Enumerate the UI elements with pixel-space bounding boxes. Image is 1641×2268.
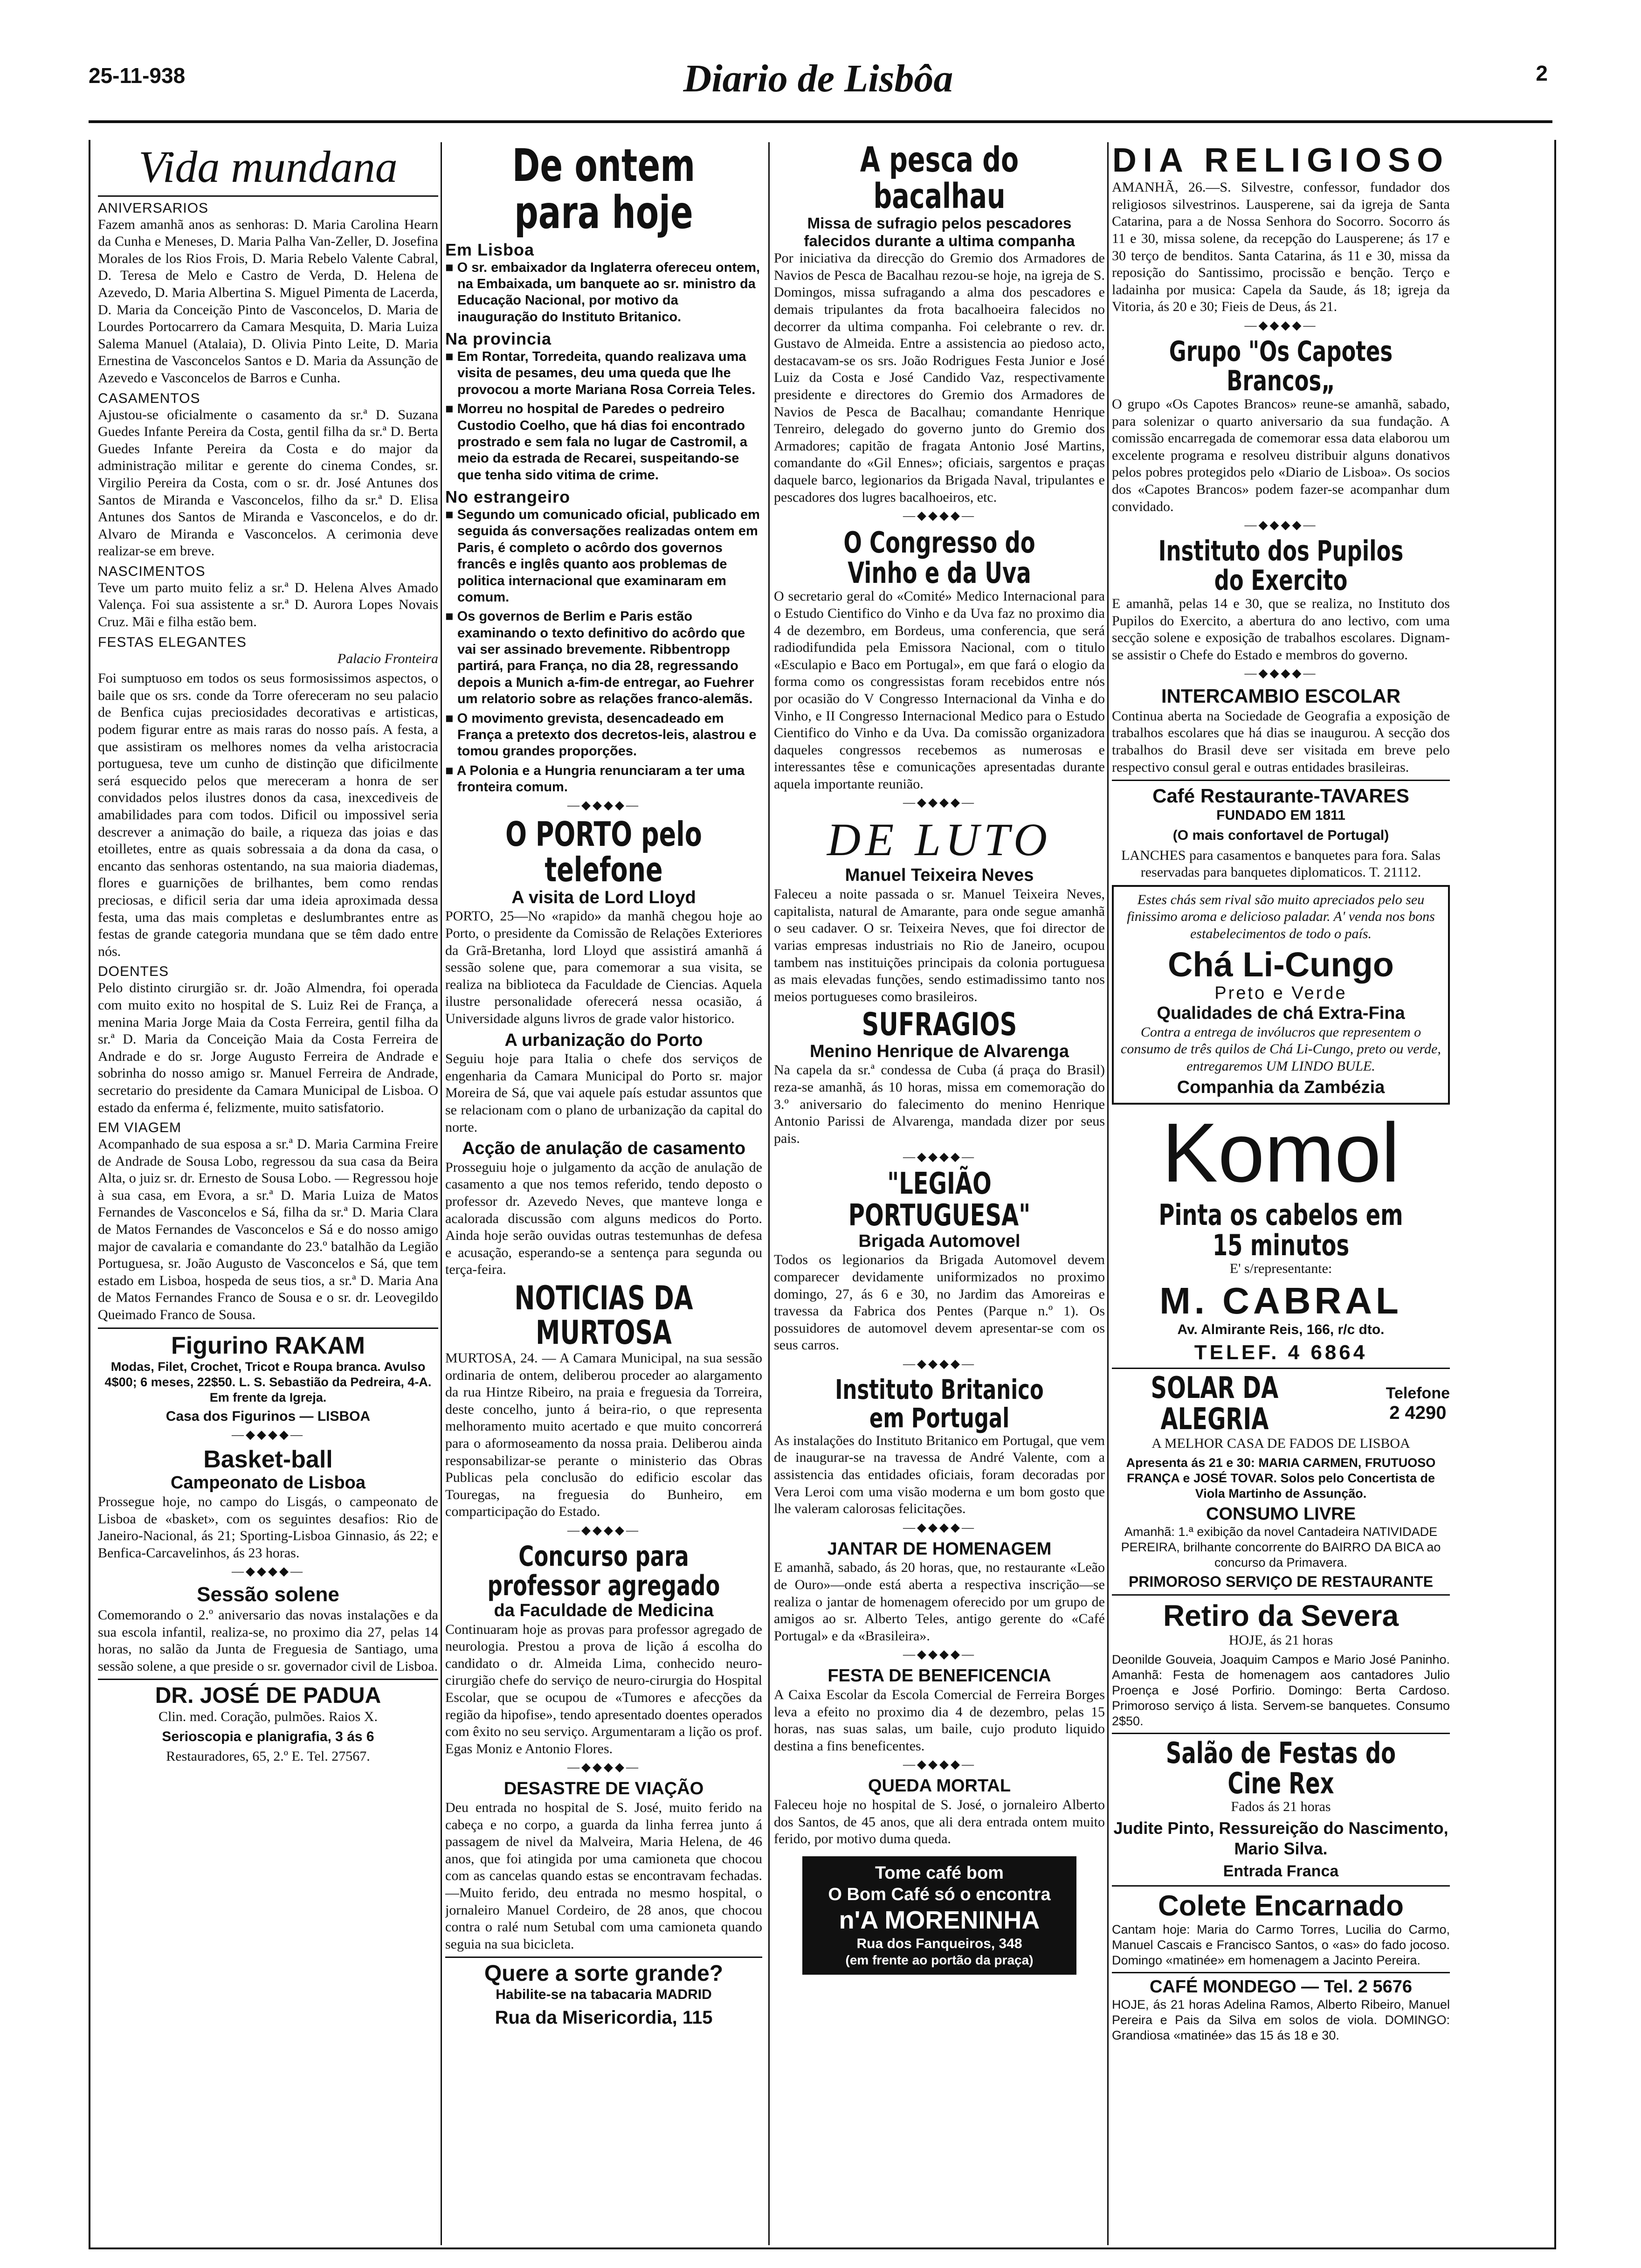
provincia-label: Na provincia (445, 329, 552, 349)
porto-subheading: A urbanização do Porto (504, 1030, 703, 1050)
basket-heading: Basket-ball (203, 1446, 333, 1473)
column-4 (1112, 142, 1450, 2240)
nascimentos-label: NASCIMENTOS (98, 563, 206, 579)
porto-heading: O PORTO pelo telefone (505, 815, 702, 890)
aniversarios-label: ANIVERSARIOS (98, 200, 209, 216)
komol-representative: M. CABRAL (1159, 1279, 1402, 1321)
solar-heading: SOLAR DA ALEGRIA (1151, 1370, 1279, 1437)
divider (98, 195, 438, 197)
viagem-text: Acompanhado de sua esposa a sr.ª D. Maria Carmina Freire de Andrade de Sousa Lobo, regressou da sua casa da Beira Alta, o juiz sr. dr. Ernesto de Sousa Lobo. — Regressou hoje à sua casa, em Evora, a sr.ª D. Maria Luiza de Matos Fernandes de Vasconcelos e Sá, filha da sr.ª D. Maria Clara de Matos Fernandes de Vasconcelos e Sá e do nosso amigo major de cavalaria e comandante do 23.º batalhão da Legião Portuguesa, sr. João Augusto de Vasconcelos e Sá, que tem estado em Lisboa, hospeda de seus tios, a sr.ª D. Maria Ana de Matos Fernandes Franco de Sousa e o sr. dr. Leovegildo Queimado Franco de Sousa. (98, 1136, 438, 1323)
ornament: —◆◆◆◆— (903, 509, 976, 523)
legiao-heading: "LEGIÃO PORTUGUESA" (848, 1167, 1031, 1233)
cha-quality: Qualidades de chá Extra-Fina (1157, 1003, 1405, 1023)
komol-logo: Komol (1162, 1106, 1400, 1200)
solar-text-2: Amanhã: 1.ª exibição da novel Cantadeira NATIVIDADE PEREIRA, brilhante concorrente do BAIRRO DA BICA ao concurso da Primavera. (1121, 1525, 1441, 1570)
rex-heading: Salão de Festas do Cine Rex (1165, 1736, 1396, 1800)
mondego-heading: CAFÉ MONDEGO — Tel. 2 5676 (1149, 1977, 1413, 1997)
divider (1112, 1594, 1450, 1596)
porto-text-3: Prosseguiu hoje o julgamento da acção de anulação de casamento a que nos temos referido, tendo deposto o professor dr. Azevedo Neves, que manteve longa e acalorada discussão com alguns medicos do Porto. Ainda hoje serão ouvidas outras testemunhas de defesa e acusação, esperando-se a sentença para segunda ou terça-feira. (445, 1159, 762, 1278)
solar-phone-block (1386, 1384, 1450, 1424)
murtosa-heading: NOTICIAS DA MURTOSA (514, 1279, 693, 1352)
lisboa-item: ■ O sr. embaixador da Inglaterra ofereceu ontem, na Embaixada, um banquete ao sr. ministro da Educação Nacional, por motivo da inauguração do Instituto Britanico. (445, 260, 762, 326)
pupilos-heading: Instituto dos Pupilos do Exercito (1158, 535, 1404, 597)
solar-text: Apresenta ás 21 e 30: MARIA CARMEN, FRUTUOSO FRANÇA e JOSÉ TOVAR. Solos pelo Concertista de Viola Martinho de Assunção. (1126, 1455, 1436, 1500)
divider (1112, 780, 1450, 781)
jantar-text: E amanhã, sabado, ás 20 horas, que, no restaurante «Leão de Ouro»—onde está aberta a respectiva inscrição—se realiza o jantar de homenagem oferecido por um grupo de amigos ao sr. Alberto Teles, antigo gerente do «Café Portugal» e da «Brasileira». (774, 1560, 1105, 1644)
moreninha-line-2: O Bom Café só o encontra (828, 1884, 1051, 1904)
ornament: —◆◆◆◆— (903, 1150, 976, 1164)
intercambio-heading: INTERCAMBIO ESCOLAR (1161, 685, 1401, 707)
legiao-text: Todos os legionarios da Brigada Automovel devem comparecer devidamente uniformizados no proximo domingo, 27, ás 6 e 30, no Jardim das Amoreiras e travessa da Fabrica dos Pentes (Parque n.º 1). Os possuidores de automovel devem apresentar-se com os seus carros. (774, 1252, 1105, 1353)
moreninha-line-5: (em frente ao portão da praça) (845, 1952, 1034, 1967)
porto-subheading: Acção de anulação de casamento (462, 1139, 746, 1159)
column-1 (98, 142, 438, 2240)
concurso-subheading: da Faculdade de Medicina (494, 1600, 714, 1620)
komol-address: Av. Almirante Reis, 166, r/c dto. (1177, 1321, 1385, 1337)
komol-phone: TELEF. 4 6864 (1194, 1341, 1368, 1364)
intercambio-text: Continua aberta na Sociedade de Geografia a exposição de trabalhos escolares que há dias se inaugurou. A secção dos trabalhos do Brasil deve ser visitada em breve pelo respectivo consul geral e outras entidades brasileiras. (1112, 708, 1450, 775)
ornament: —◆◆◆◆— (567, 1523, 640, 1537)
sufragios-text: Na capela da sr.ª condessa de Cuba (á praça do Brasil) reza-se amanhã, ás 10 horas, missa em comemoração do 3.º aniversario do falecimento do menino Henrique Antonio Parissi de Alvarenga, mandada dizer por seus pais. (774, 1062, 1105, 1146)
instituto-text: As instalações do Instituto Britanico em Portugal, que vem de inaugurar-se na travessa de André Valente, com a assistencia das entidades oficiais, foram decoradas por Vera Leroi com uma visão moderna e um bom gosto que lhe valeram calorosas felicitações. (774, 1432, 1105, 1517)
luto-heading: DE LUTO (827, 814, 1052, 866)
vida-mundana-heading: Vida mundana (138, 142, 398, 192)
retiro-subheading: HOJE, ás 21 horas (1228, 1632, 1333, 1648)
column-divider (1107, 142, 1109, 2245)
moreninha-ad (802, 1856, 1076, 1975)
retiro-heading: Retiro da Severa (1163, 1598, 1399, 1632)
estrangeiro-item: ■ O movimento grevista, desencadeado em França a pretexto dos decretos-leis, alastrou e tomou grandes proporções. (445, 711, 762, 760)
festa-heading: FESTA DE BENEFICENCIA (827, 1666, 1051, 1686)
dia-religioso-heading: DIA RELIGIOSO (1112, 142, 1450, 179)
porto-text-1: PORTO, 25—No «rapido» da manhã chegou hoje ao Porto, o presidente da Comissão de Relações Exteriores da Grã-Bretanha, lord Lloyd que assistirá amanhã á sessão solene que, para comemorar a sua visita, se realiza na biblioteca da Faculdade de Ciencias. Aquela ilustre personalidade oferecerá nessa ocasião, á Universidade alguns livros de grade valor historico. (445, 908, 762, 1026)
desastre-text: Deu entrada no hospital de S. José, muito ferido na cabeça e no corpo, a guarda da linha ferrea junto á passagem de nivel da Malveira, Maria Helena, de 46 anos, que foi atingida por uma camioneta que chocou com as cancelas quando estas se encontravam fechadas. —Muito ferido, deu entrada no mesmo hospital, o jornaleiro Manuel Cordeiro, de 28 anos, que chocou contra o ralé num Setubal com uma camioneta quando seguia na sua bicicleta. (445, 1800, 762, 1952)
column-2 (445, 142, 762, 2240)
tavares-founded: FUNDADO EM 1811 (1216, 808, 1345, 823)
ornament: —◆◆◆◆— (1244, 318, 1317, 332)
moreninha-line-1: Tome café bom (875, 1863, 1004, 1883)
quere-line-1: Habilite-se na tabacaria MADRID (496, 1987, 712, 2003)
komol-representative-label: E' s/representante: (1229, 1261, 1332, 1277)
solar-phone-label: Telefone (1386, 1384, 1450, 1403)
ornament: —◆◆◆◆— (903, 1356, 976, 1370)
estrangeiro-item: ■ A Polonia e a Hungria renunciaram a ter uma fronteira comum. (445, 763, 762, 796)
padua-line-2: Serioscopia e planigrafia, 3 ás 6 (162, 1729, 374, 1744)
jantar-heading: JANTAR DE HOMENAGEM (827, 1539, 1052, 1559)
provincia-item: ■ Morreu no hospital de Paredes o pedreiro Custodio Coelho, que há dias foi encontrado prostrado e sem fala no lugar de Castromil, a meio da estrada de Recarei, suspeitando-se que tenha sido vitima de crime. (445, 401, 762, 484)
basket-subheading: Campeonato de Lisboa (170, 1473, 366, 1493)
ornament: —◆◆◆◆— (903, 1520, 976, 1534)
luto-text: Faleceu a noite passada o sr. Manuel Teixeira Neves, capitalista, natural de Amarante, para onde segue amanhã o seu cadaver. O sr. Teixeira Neves, que foi director de varias empresas industriais no Rio de Janeiro, ocupou tambem nas instituições principais da colonia portuguesa as mais elevadas funções, sendo estimadissimo tanto nos meios portugueses como brasileiros. (774, 886, 1105, 1004)
estrangeiro-item: ■ Os governos de Berlim e Paris estão examinando o texto definitivo do acôrdo que vai ser assinado brevemente. Ribbentropp partirá, para França, no dia 28, regressando depois a Munich a-fim-de entregar, ao Fuehrer um relatorio sobre as relações franco-alemãs. (445, 608, 762, 707)
dia-religioso-text: AMANHÃ, 26.—S. Silvestre, confessor, fundador dos religiosos silvestrinos. Lausperene, sai da igreja de Santa Catarina, para a de Nossa Senhora do Socorro. Socorro ás 11 e 30, missa solene, da recepção do Lausperene; ás 17 e 30 terço de benditos. Santa Catarina, ás 11 e 30, missa da reposição do Santissimo, procissão e benção. Terço e ladainha por musica: Capela da Saude, ás 18; igreja da Vitoria, ás 20 e 30; Fieis de Deus, ás 21. (1112, 180, 1450, 315)
rex-entry: Entrada Franca (1223, 1862, 1339, 1881)
sessao-text: Comemorando o 2.º aniversario das novas instalações e da sua escola infantil, realiza-se, no proximo dia 27, pelas 14 horas, no salão da Junta de Freguesia de Santiago, uma sessão solene, a que preside o sr. governador civil de Lisboa. (98, 1607, 438, 1674)
casamentos-label: CASAMENTOS (98, 390, 200, 406)
pesca-text: Por iniciativa da direcção do Gremio dos Armadores de Navios de Pesca de Bacalhau rezou-se hoje, na igreja de S. Domingos, missa sufragando a alma dos pescadores e demais tripulantes da frota bacalhoeira falecidos no decorrer da ultima companha. Foi celebrante o rev. dr. Gustavo de Almeida. Entre a assistencia ao piedoso acto, destacavam-se os srs. João Rodrigues Festa Junior e José Luiz da Costa e José Candido Vaz, respectivamente presidente e directores do Gremio dos Armadores de Navios de Pesca de Bacalhau; comandante Henrique Tenreiro, delegado do governo junto do Gremio dos Armadores; capitão de fragata Antonio José Martins, comandante do «Gil Ennes»; oficiais, sargentos e praças daquele barco, legionarios da Brigada Naval, tripulantes e pescadores dos lugres bacalhoeiros, etc. (774, 250, 1105, 505)
divider (1112, 1972, 1450, 1973)
porto-subheading: A visita de Lord Lloyd (511, 887, 696, 907)
porto-text-2: Seguiu hoje para Italia o chefe dos serviços de engenharia da Camara Municipal do Porto sr. major Moreira de Sá, que vai aquele país estudar assuntos que se relacionam com o plano de urbanização da capital do norte. (445, 1051, 762, 1135)
capotes-heading: Grupo "Os Capotes Brancos„ (1169, 335, 1393, 397)
instituto-heading: Instituto Britanico em Portugal (835, 1373, 1044, 1434)
sufragios-subheading: Menino Henrique de Alvarenga (809, 1041, 1069, 1061)
tavares-tagline: (O mais confortavel de Portugal) (1172, 828, 1389, 844)
solar-subheading: A MELHOR CASA DE FADOS DE LISBOA (1151, 1436, 1410, 1452)
cha-licungo-ad (1112, 885, 1450, 1105)
congresso-heading: O Congresso do Vinho e da Uva (843, 526, 1035, 590)
cha-subheading: Preto e Verde (1214, 983, 1347, 1003)
tavares-heading: Café Restaurante-TAVARES (1152, 785, 1409, 807)
aniversarios-text: Fazem amanhã anos as senhoras: D. Maria Carolina Hearn da Cunha e Meneses, D. Maria Palha Van-Zeller, D. Josefina Morales de los Rios Frois, D. Maria Rebelo Valente Cabral, D. Teresa de Melo e Castro de Verda, D. Helena de Azevedo, D. Maria Albertina S. Miguel Pimenta de Lacerda, D. Maria da Conceição Pinto de Vasconcelos, D. Maria de Lourdes Portocarrero da Camara Mesquita, D. Maria Luiza Salema Manuel (Atalaia), D. Olivia Pinto Leite, D. Maria Ernestina de Vasconcelos Santos e D. Maria da Assunção de Azevedo e Vasconcelos de Barros e Cunha. (98, 216, 438, 386)
estrangeiro-item: ■ Segundo um comunicado oficial, publicado em seguida ás conversações realizadas ontem em Paris, é completo o acôrdo dos governos francês e inglês quanto aos problemas de politica internacional que examinaram em comum. (445, 507, 762, 606)
moreninha-line-4: Rua dos Fanqueiros, 348 (856, 1936, 1022, 1951)
divider (98, 1328, 438, 1329)
pesca-heading: A pesca do bacalhau (860, 142, 1019, 216)
quere-heading: Quere a sorte grande? (484, 1961, 724, 1986)
solar-service: PRIMOROSO SERVIÇO DE RESTAURANTE (1128, 1573, 1434, 1590)
queda-text: Faleceu hoje no hospital de S. José, o jornaleiro Alberto dos Santos, de 45 anos, que ali dera entrada ontem muito ferido, por motivo duma queda. (774, 1797, 1105, 1847)
viagem-label: EM VIAGEM (98, 1120, 182, 1136)
newspaper-title: Diario de Lisbôa (683, 57, 953, 100)
casamentos-text: Ajustou-se oficialmente o casamento da sr.ª D. Suzana Guedes Infante Pereira da Costa, gentil filha da sr.ª D. Berta Guedes Infante Pereira da Costa e do major da administração militar e gerente do cinema Condes, sr. Virgilio Pereira da Costa, com o sr. dr. José Antunes dos Santos de Miranda e Vasconcelos, filho da sr.ª D. Elisa Antunes dos Santos de Miranda e Vasconcelos, e do dr. Alvaro de Miranda e Vasconcelos. A cerimonia deve realizar-se em breve. (98, 407, 438, 559)
provincia-item: ■ Em Rontar, Torredeita, quando realizava uma visita de pesames, deu uma queda que lhe provocou a morte Mariana Rosa Correia Teles. (445, 349, 762, 398)
rex-names: Judite Pinto, Ressureição do Nascimento, Mario Silva. (1113, 1819, 1448, 1859)
solar-header (1112, 1370, 1450, 1437)
quere-line-2: Rua da Misericordia, 115 (495, 2007, 713, 2028)
solar-consumo: CONSUMO LIVRE (1206, 1504, 1356, 1524)
divider (98, 1679, 438, 1680)
doentes-label: DOENTES (98, 964, 169, 980)
ornament: —◆◆◆◆— (232, 1564, 304, 1578)
figurino-heading: Figurino RAKAM (171, 1332, 365, 1359)
basket-text: Prossegue hoje, no campo do Lisgás, o campeonato de Lisboa de «basket», com os seguintes desafios: Rio de Janeiro-Nacional, ás 21; Sporting-Lisboa Ginnasio, ás 22; e Benfica-Carcavelinhos, ás 23 horas. (98, 1494, 438, 1561)
ornament: —◆◆◆◆— (1244, 666, 1317, 680)
column-divider (441, 142, 442, 2245)
komol-tagline: Pinta os cabelos em 15 minutos (1158, 1198, 1403, 1263)
colete-text: Cantam hoje: Maria do Carmo Torres, Lucilia do Carmo, Manuel Cascais e Francisco Santos, o «as» do fado jocoso. Domingo «matinée» em homenagem a Jacinto Pereira. (1112, 1922, 1450, 1967)
ornament: —◆◆◆◆— (903, 795, 976, 809)
ornament: —◆◆◆◆— (567, 1760, 640, 1774)
cha-heading: Chá Li-Cungo (1167, 945, 1394, 984)
festas-label: FESTAS ELEGANTES (98, 634, 247, 650)
divider (1112, 1885, 1450, 1887)
rex-subheading: Fados ás 21 horas (1231, 1798, 1331, 1814)
estrangeiro-label: No estrangeiro (445, 487, 571, 507)
doentes-text: Pelo distinto cirurgião sr. dr. João Almendra, foi operada com muito exito no hospital de S. Luiz Rei de França, a menina Maria Jorge Maia da Costa Ferreira, gentil filha da sr.ª D. Maria da Conceição Maia da Costa Ferreira de Andrade e do sr. Jorge Augusto Ferreira de Andrade e sobrinha do nosso amigo sr. Manuel Ferreira de Andrade, secretario do presidente da Camara Municipal de Lisboa. O estado da enferma é, felizmente, muito satisfatorio. (98, 980, 438, 1115)
ontem-hoje-heading: De ontem para hoje (512, 142, 696, 239)
nascimentos-text: Teve um parto muito feliz a sr.ª D. Helena Alves Amado Valença. Foi sua assistente a sr.ª D. Aurora Lopes Novais Cruz. Mãi e filha estão bem. (98, 580, 438, 630)
legiao-subheading: Brigada Automovel (858, 1231, 1020, 1251)
festas-subtitle: Palacio Fronteira (337, 650, 438, 666)
ornament: —◆◆◆◆— (903, 1757, 976, 1771)
mondego-text: HOJE, ás 21 horas Adelina Ramos, Alberto Ribeiro, Manuel Pereira e Pais da Silva em solos de viola. DOMINGO: Grandiosa «matinée» das 15 ás 18 e 30. (1112, 1998, 1450, 2043)
issue-date: 25-11-938 (89, 63, 186, 88)
divider (1112, 1733, 1450, 1734)
sufragios-heading: SUFRAGIOS (862, 1006, 1017, 1044)
ornament: —◆◆◆◆— (232, 1428, 304, 1442)
figurino-text: Modas, Filet, Crochet, Tricot e Roupa branca. Avulso 4$00; 6 meses, 22$50. L. S. Sebastião da Pedreira, 4-A. Em frente da Igreja. (104, 1359, 432, 1404)
queda-heading: QUEDA MORTAL (868, 1776, 1011, 1796)
ornament: —◆◆◆◆— (1244, 518, 1317, 532)
luto-subheading: Manuel Teixeira Neves (845, 865, 1034, 885)
figurino-casa: Casa dos Figurinos — LISBOA (165, 1408, 371, 1424)
lisboa-label: Em Lisboa (445, 240, 535, 259)
ornament: —◆◆◆◆— (903, 1647, 976, 1661)
cha-text: Contra a entrega de invólucros que representem o consumo de três quilos de Chá Li-Cungo, preto ou verde, entregaremos UM LINDO BULE. (1121, 1024, 1441, 1074)
sessao-heading: Sessão solene (197, 1583, 339, 1606)
page-number: 2 (1536, 61, 1548, 85)
padua-line-1: Clin. med. Coração, pulmões. Raios X. (159, 1709, 378, 1725)
padua-line-3: Restauradores, 65, 2.º E. Tel. 27567. (166, 1749, 370, 1764)
pesca-subheading: Missa de sufragio pelos pescadores falecidos durante a ultima companha (804, 214, 1075, 250)
desastre-heading: DESASTRE DE VIAÇÃO (503, 1779, 704, 1799)
retiro-text: Deonilde Gouveia, Joaquim Campos e Mario José Paninho. Amanhã: Festa de homenagem aos cantadores Julio Proença e José Porfirio. Domingo: Berta Cardoso. Primoroso serviço á lista. Servem-se banquetes. Consumo 2$50. (1112, 1652, 1450, 1728)
solar-phone: 2 4290 (1389, 1403, 1447, 1424)
cha-company: Companhia da Zambézia (1177, 1078, 1385, 1098)
padua-heading: DR. JOSÉ DE PADUA (155, 1683, 381, 1708)
moreninha-line-3: n'A MORENINHA (839, 1906, 1040, 1935)
cha-intro: Estes chás sem rival são muito apreciados pelo seu finissimo aroma e delicioso paladar. A' venda nos bons estabelecimentos de todo o país. (1127, 892, 1435, 941)
column-divider (768, 142, 770, 2245)
festa-text: A Caixa Escolar da Escola Comercial de Ferreira Borges leva a efeito no proximo dia 4 de dezembro, pelas 15 horas, nas suas salas, um baile, cujo produto liquido destina a fins beneficentes. (774, 1687, 1105, 1754)
masthead (89, 56, 1548, 107)
divider (1112, 1368, 1450, 1369)
column-3 (774, 142, 1105, 2240)
murtosa-text: MURTOSA, 24. — A Camara Municipal, na sua sessão ordinaria de ontem, deliberou proceder ao alargamento da rua Hintze Ribeiro, na praia e freguesia da Torreira, deste concelho, junto á beira-rio, o que representa melhoramento muito acertado e que muito concorrerá para o aformoseamento da nossa praia. Deliberou ainda responsabilizar-se perante o ministerio das Obras Publicas pela conclusão do edificio escolar das Touregas, na freguesia do Bunheiro, em comparticipação do Estado. (445, 1350, 762, 1520)
tavares-text: LANCHES para casamentos e banquetes para fora. Salas reservadas para banquetes diplomaticos. T. 21112. (1121, 847, 1441, 880)
colete-heading: Colete Encarnado (1158, 1889, 1404, 1922)
pupilos-text: E amanhã, pelas 14 e 30, que se realiza, no Instituto dos Pupilos do Exercito, a abertura do ano lectivo, com uma secção solene e exposição de trabalhos escolares. Dignam-se assistir o Chefe do Estado e membros do governo. (1112, 596, 1450, 663)
capotes-text: O grupo «Os Capotes Brancos» reune-se amanhã, sabado, para solenizar o quarto aniversario da sua fundação. A comissão encarregada de comemorar essa data elaborou um excelente programa e resolveu distribuir alguns donativos pelos pobres protegidos pelo «Diario de Lisboa». Os socios dos «Capotes Brancos» podem fazer-se acompanhar dum convidado. (1112, 396, 1450, 514)
concurso-text: Continuaram hoje as provas para professor agregado de neurologia. Prestou a prova de lição á escolha do candidato o dr. Almeida Lima, conhecido neuro-cirurgião chefe do serviço de neuro-cirurgia do Hospital Escolar, que se ocupou de «Tumores e afecções da região da hipofise», tendo apresentado doentes operados com êxito no seu serviço. Argumentaram a lição os prof. Egas Moniz e Antonio Flores. (445, 1621, 762, 1756)
divider (445, 1957, 762, 1958)
festas-text: Foi sumptuoso em todos os seus formosissimos aspectos, o baile que os srs. conde da Torre ofereceram no seu palacio de Benfica cujas preciosidades decorativas e artisticas, podem figurar entre as mais raras do nosso país. A festa, a que assistiram os melhores nomes da velha aristocracia portuguesa, teve um cunho de distinção que dificilmente será esquecido pelos que mereceram a honra de ser convidados pelos ilustres donos da casa, inexcediveis de amabilidades para com todos. Dificil ou impossivel seria descrever a animação do baile, a riqueza das joias e das etoilletes, entre as quais sobressaia a da dona da casa, o encanto das senhoras ostentando, na sua maioria diademas, flores e guarnições de brilhantes, bem como rendas preciosas, e dificil seria dar uma ideia aproximada dessa festa, uma das mais completas e deslumbrantes entre as festas de grande categoria mundana que se têm dado entre nós. (98, 671, 438, 959)
concurso-heading: Concurso para professor agregado (487, 1540, 720, 1602)
ornament: —◆◆◆◆— (567, 798, 640, 812)
masthead-rule (89, 120, 1552, 123)
congresso-text: O secretario geral do «Comité» Medico Internacional para o Estudo Cientifico do Vinho e da Uva faz no proximo dia 4 de dezembro, em Bordeus, uma conferencia, que será radiodifundida pela Emissora Nacional, com o titulo «Esculapio e Baco em Portugal», em que fará o elogio da forma como os congressistas foram recebidos entre nós por ocasião do V Congresso Internacional da Vinha e do Vinho, e II Congresso Internacional Medico para o Estudo Cientifico do Vinho e da Uva. Da comissão organizadora daqueles congressos recebemos as numerosas e interessantes têse e comunicações apresentadas durante aquela importante reunião. (774, 588, 1105, 792)
